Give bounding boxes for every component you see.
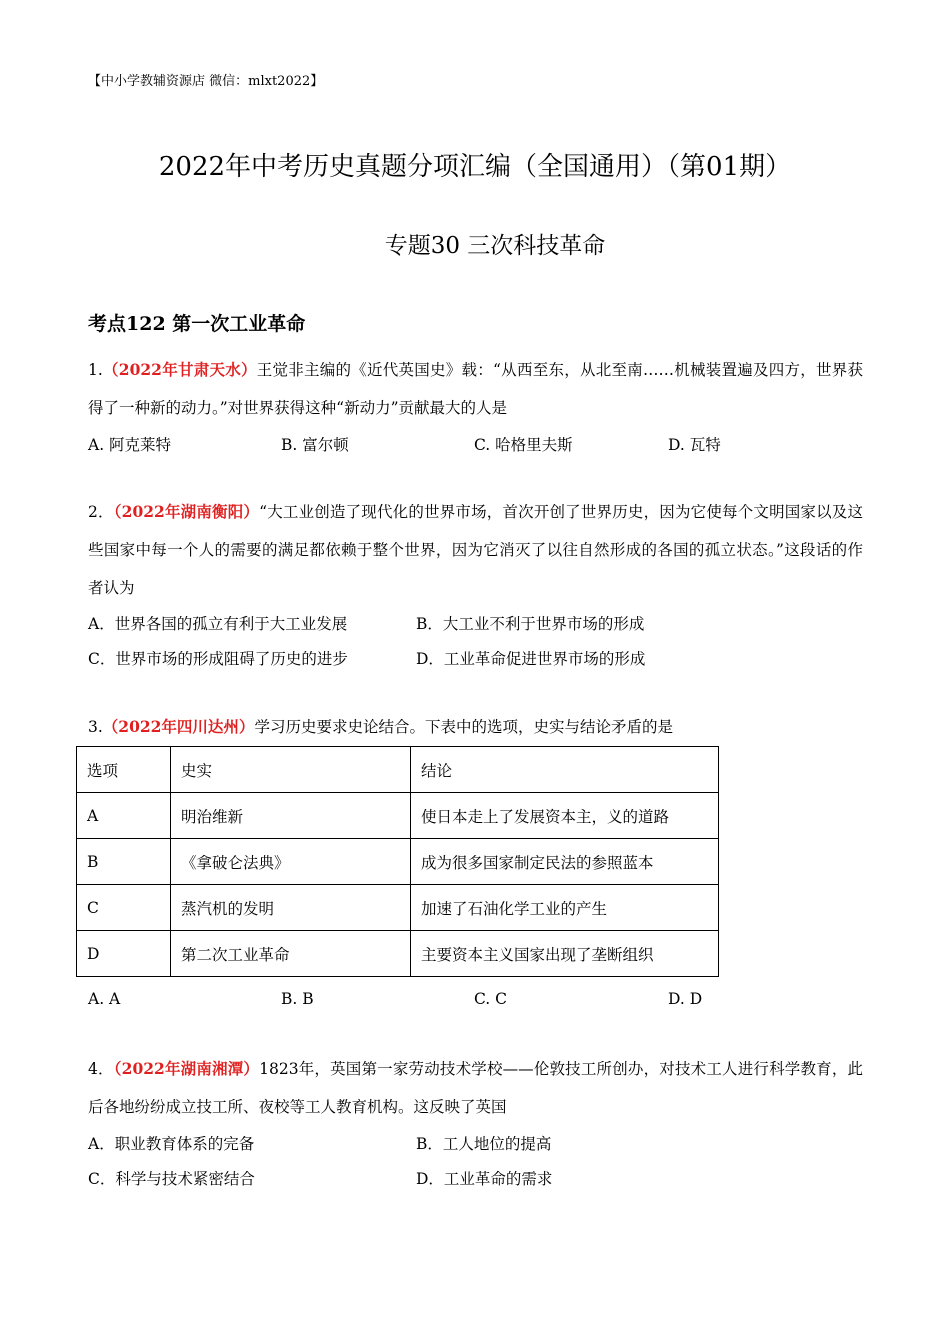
option-a: A. 阿克莱特 [88, 436, 172, 454]
option-d: D. D [668, 990, 703, 1008]
table-cell: 成为很多国家制定民法的参照蓝本 [411, 839, 719, 885]
header-note: 【中小学教辅资源店 微信：mlxt2022】 [88, 74, 324, 89]
table-cell: 《拿破仑法典》 [171, 839, 411, 885]
table-cell: 蒸汽机的发明 [171, 885, 411, 931]
option-b: B．大工业不利于世界市场的形成 [416, 615, 645, 633]
option-b: B. B [281, 990, 314, 1008]
question-1 [88, 351, 863, 427]
option-d: D．工业革命促进世界市场的形成 [416, 650, 646, 668]
option-c: C. 哈格里夫斯 [474, 436, 573, 454]
option-b: B．工人地位的提高 [416, 1135, 552, 1153]
table-cell: C [77, 885, 171, 931]
table-cell: D [77, 931, 171, 977]
question-text: 1823年，英国第一家劳动技术学校——伦敦技工所创办，对技术工人进行科学教育，此后各地纷纷成立技工所、夜校等工人教育机构。这反映了英国 [88, 1060, 863, 1116]
option-b: B. 富尔顿 [281, 436, 349, 454]
question-text: 学习历史要求史论结合。下表中的选项，史实与结论矛盾的是 [254, 718, 673, 736]
question-source: （2022年甘肃天水） [102, 360, 257, 379]
page-title: 2022年中考历史真题分项汇编（全国通用）（第01期） [158, 152, 792, 182]
option-c: C．世界市场的形成阻碍了历史的进步 [88, 650, 348, 668]
question-number: 4． [88, 1060, 114, 1078]
option-c: C. C [474, 990, 508, 1008]
option-a: A．职业教育体系的完备 [88, 1135, 255, 1153]
question-source: （2022年湖南衡阳） [113, 502, 260, 521]
table-header-cell: 选项 [77, 747, 171, 793]
table-row [77, 931, 719, 977]
question-4 [88, 1050, 863, 1126]
question-number: 3. [88, 718, 103, 736]
question-3-table [76, 746, 719, 977]
question-number: 2． [88, 503, 114, 521]
table-row [77, 839, 719, 885]
section-heading: 考点122 第一次工业革命 [88, 313, 306, 335]
question-text: 王觉非主编的《近代英国史》载：“从西至东，从北至南……机械装置遍及四方，世界获得了一种新的动力。”对世界获得这种“新动力”贡献最大的人是 [88, 361, 863, 417]
question-number: 1. [88, 361, 103, 379]
option-a: A. A [88, 990, 121, 1008]
table-header-cell: 结论 [411, 747, 719, 793]
table-cell: 明治维新 [171, 793, 411, 839]
question-source: （2022年四川达州） [102, 717, 255, 736]
table-cell: 使日本走上了发展资本主，义的道路 [411, 793, 719, 839]
table-cell: B [77, 839, 171, 885]
option-a: A．世界各国的孤立有利于大工业发展 [88, 615, 348, 633]
question-3 [88, 708, 863, 746]
table-header-cell: 史实 [171, 747, 411, 793]
table-cell: 加速了石油化学工业的产生 [411, 885, 719, 931]
table-row [77, 885, 719, 931]
table-cell: 第二次工业革命 [171, 931, 411, 977]
option-d: D. 瓦特 [668, 436, 721, 454]
question-text: “大工业创造了现代化的世界市场，首次开创了世界历史，因为它使每个文明国家以及这些国家中每一个人的需要的满足都依赖于整个世界，因为它消灭了以往自然形成的各国的孤立状态。”这段话的作者认为 [88, 503, 863, 597]
option-d: D．工业革命的需求 [416, 1170, 553, 1188]
table-cell: A [77, 793, 171, 839]
table-cell: 主要资本主义国家出现了垄断组织 [411, 931, 719, 977]
option-c: C．科学与技术紧密结合 [88, 1170, 255, 1188]
table-row [77, 793, 719, 839]
table-header-row [77, 747, 719, 793]
question-source: （2022年湖南湘潭） [113, 1059, 260, 1078]
page-subtitle: 专题30 三次科技革命 [384, 233, 606, 259]
question-2 [88, 493, 863, 607]
